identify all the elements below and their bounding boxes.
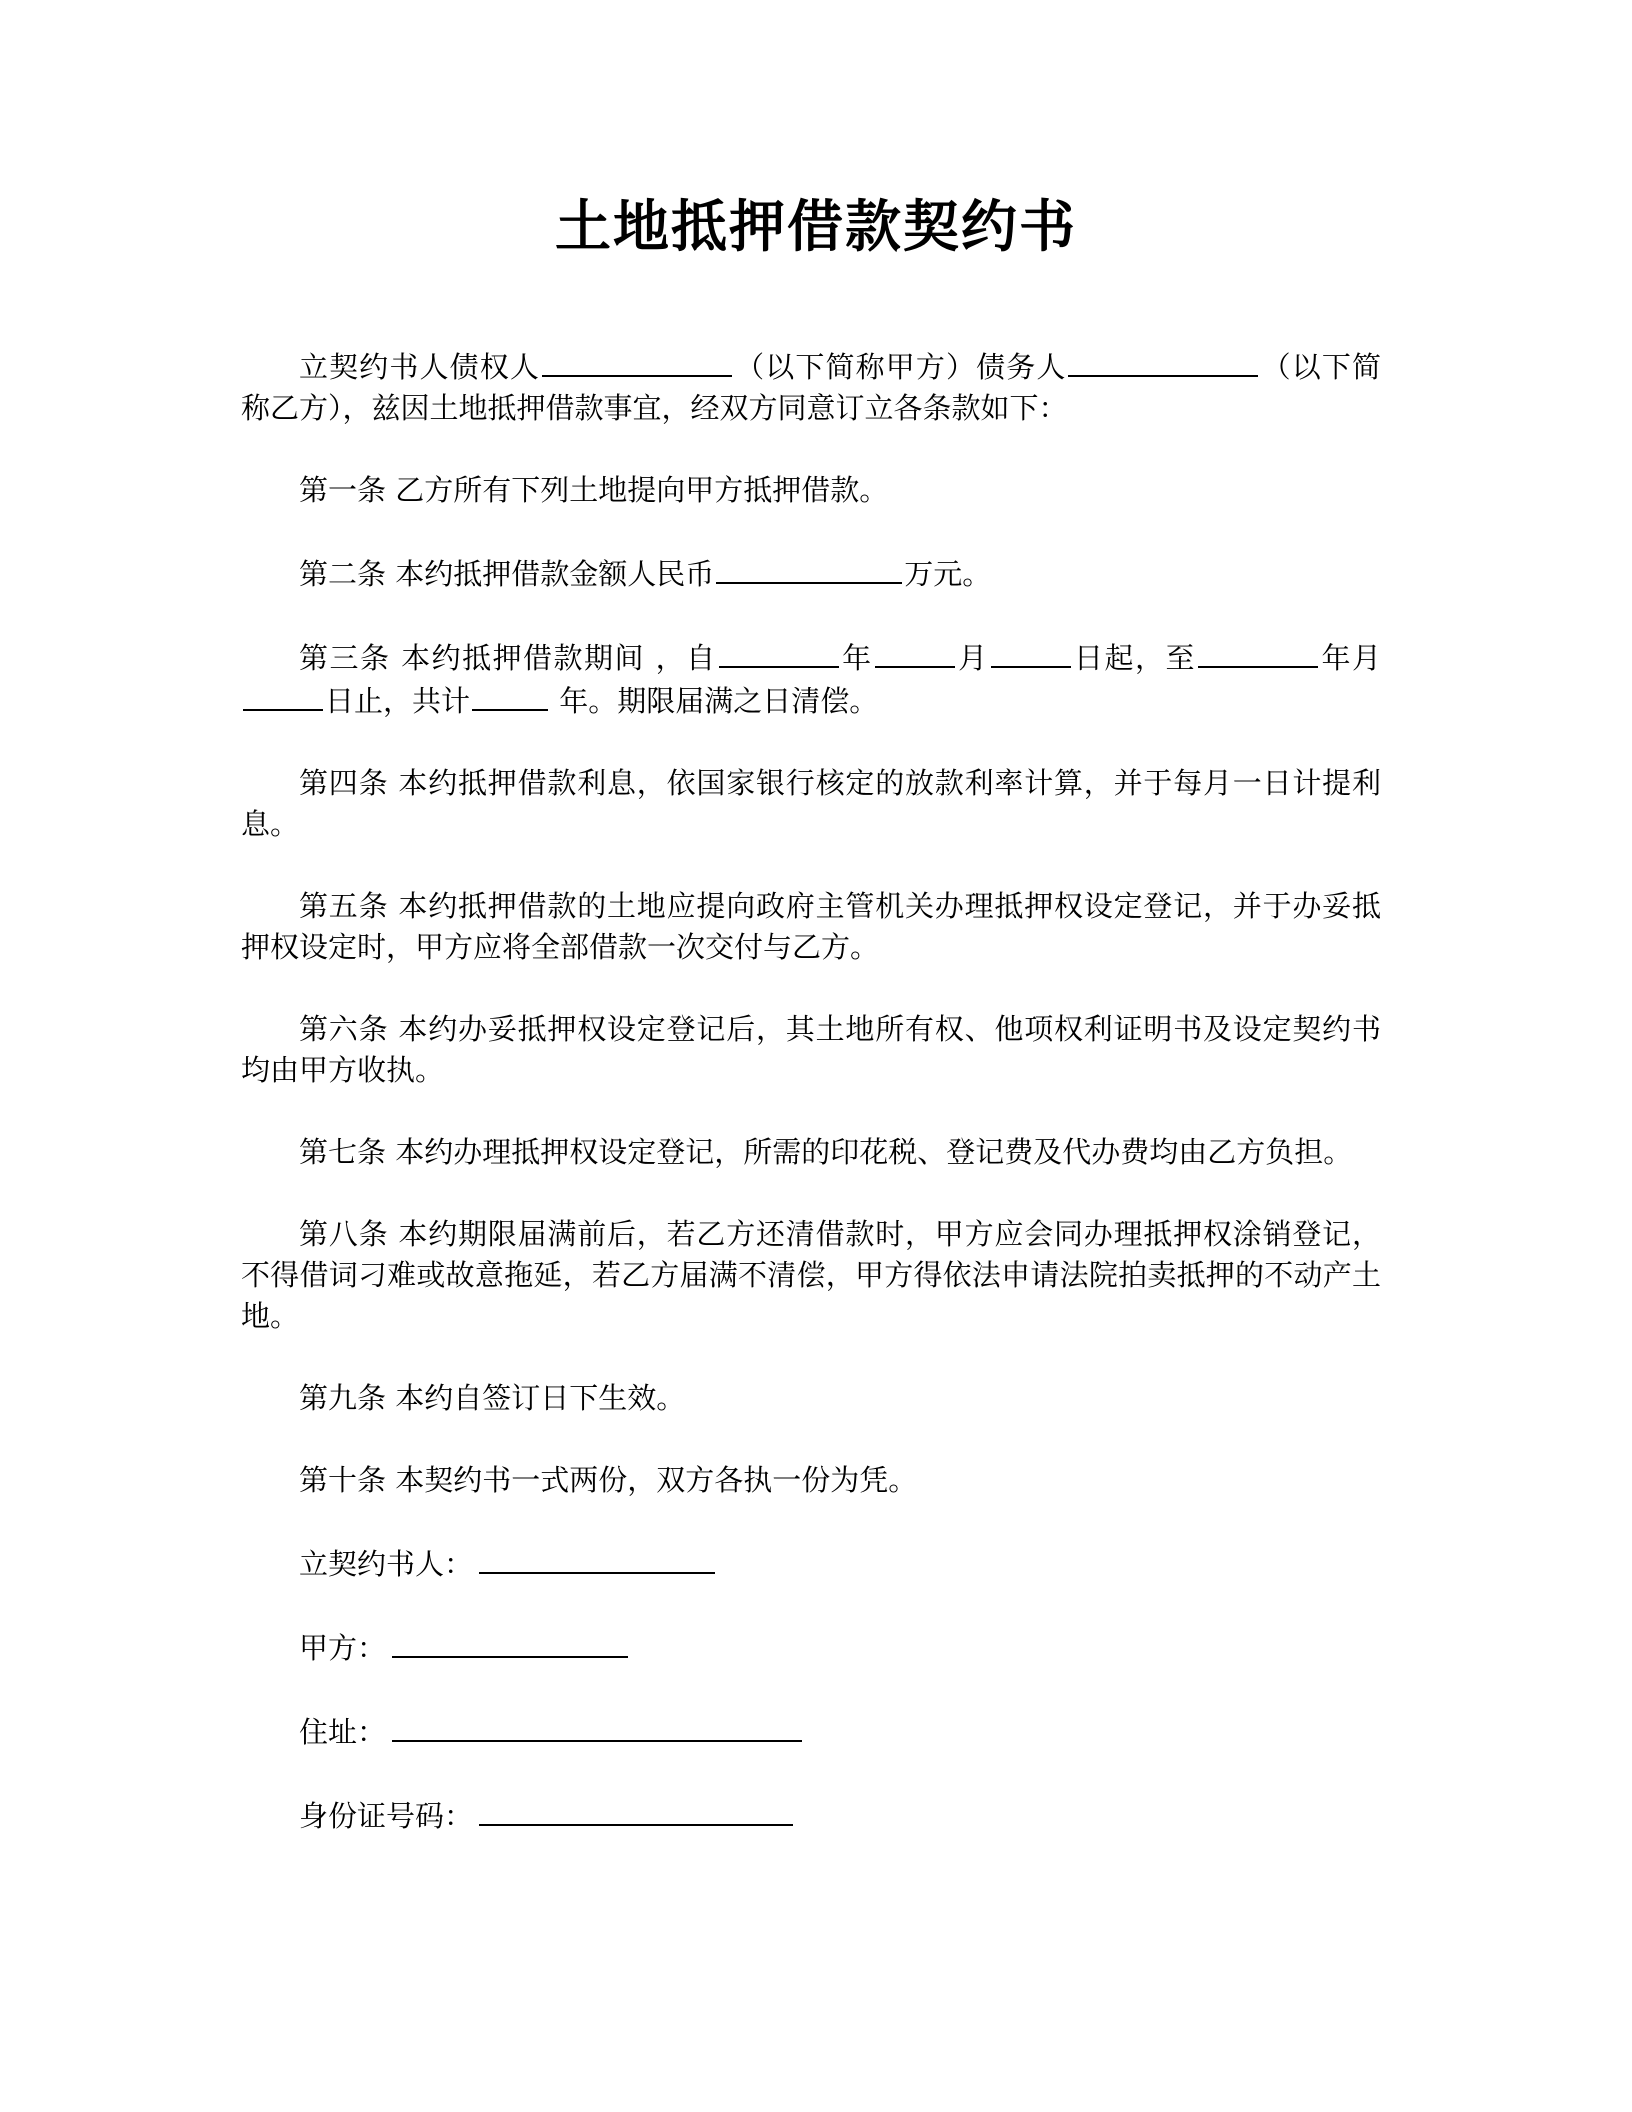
start-month-blank[interactable] <box>875 636 955 668</box>
address-label: 住址： <box>299 1715 387 1749</box>
intro-text-2: （以下简称甲方）债务人 <box>734 350 1067 384</box>
end-day-blank[interactable] <box>243 679 323 711</box>
intro-text-3: （以下简称乙方），兹因土地抵押借款事宜，经双方同意订立各条款如下： <box>241 350 1381 425</box>
article-4: 第四条 本约抵押借款利息，依国家银行核定的放款利率计算，并于每月一日计提利息。 <box>241 766 1381 841</box>
article-3-year-label: 年 <box>840 641 873 675</box>
party-a-label: 甲方： <box>299 1631 387 1665</box>
article-3 <box>241 636 1381 722</box>
total-years-blank[interactable] <box>472 679 548 711</box>
article-6: 第六条 本约办妥抵押权设定登记后，其土地所有权、他项权利证明书及设定契约书均由甲方收执。 <box>241 1012 1381 1087</box>
article-3-text-2: 日起，至 <box>1072 641 1196 675</box>
article-2-text-2: 万元。 <box>904 557 992 591</box>
article-5: 第五条 本约抵押借款的土地应提向政府主管机关办理抵押权设定登记，并于办妥抵押权设定时，甲方应将全部借款一次交付与乙方。 <box>241 889 1381 964</box>
id-number-label: 身份证号码： <box>299 1799 474 1833</box>
address-blank[interactable] <box>392 1710 802 1742</box>
party-a-line <box>241 1626 1381 1669</box>
start-day-blank[interactable] <box>991 636 1071 668</box>
article-8: 第八条 本约期限届满前后，若乙方还清借款时，甲方应会同办理抵押权涂销登记，不得借词刁难或故意拖延，若乙方届满不清偿，甲方得依法申请法院拍卖抵押的不动产土地。 <box>241 1217 1381 1333</box>
article-1: 第一条 乙方所有下列土地提向甲方抵押借款。 <box>299 473 889 507</box>
signer-label: 立契约书人： <box>299 1547 474 1581</box>
article-3-month-label: 月 <box>956 641 989 675</box>
intro-paragraph <box>241 345 1381 429</box>
article-2 <box>241 552 1381 595</box>
loan-amount-blank[interactable] <box>716 552 902 584</box>
article-3-text-3: 日止，共计 <box>325 684 471 718</box>
debtor-blank[interactable] <box>1068 345 1258 377</box>
id-number-line <box>241 1794 1381 1837</box>
article-3-month2-label: 月 <box>1351 641 1381 675</box>
id-number-blank[interactable] <box>479 1794 793 1826</box>
article-2-text-1: 第二条 本约抵押借款金额人民币 <box>299 557 715 591</box>
start-year-blank[interactable] <box>719 636 839 668</box>
party-a-blank[interactable] <box>392 1626 628 1658</box>
signer-blank[interactable] <box>479 1542 715 1574</box>
article-9: 第九条 本约自签订日下生效。 <box>299 1381 686 1415</box>
document-body <box>241 345 1381 1878</box>
end-year-blank[interactable] <box>1198 636 1318 668</box>
article-10: 第十条 本契约书一式两份，双方各执一份为凭。 <box>299 1463 918 1497</box>
address-line <box>241 1710 1381 1753</box>
signer-line <box>241 1542 1381 1585</box>
article-7: 第七条 本约办理抵押权设定登记，所需的印花税、登记费及代办费均由乙方负担。 <box>299 1135 1353 1169</box>
article-3-year2-label: 年 <box>1319 641 1352 675</box>
creditor-blank[interactable] <box>542 345 732 377</box>
article-3-text-4: 年。期限届满之日清偿。 <box>550 684 879 718</box>
intro-text-1: 立契约书人债权人 <box>299 350 540 384</box>
article-3-text-1: 第三条 本约抵押借款期间 ，自 <box>299 641 717 675</box>
document-title: 土地抵押借款契约书 <box>555 195 1077 260</box>
